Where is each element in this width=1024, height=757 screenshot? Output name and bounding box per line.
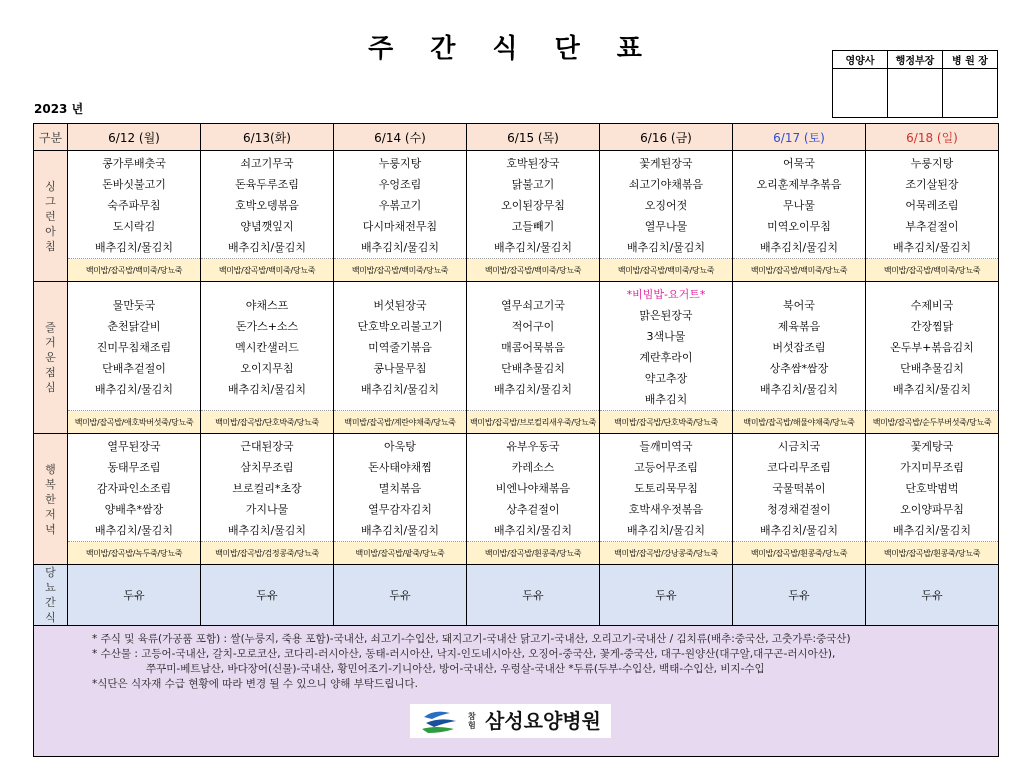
menu-item: 버섯된장국 <box>373 298 427 312</box>
day-header: 6/17 (토) <box>733 124 866 151</box>
menu-item: 제육볶음 <box>777 319 821 333</box>
menu-item: 계란후라이 <box>639 351 693 364</box>
menu-cell <box>733 282 866 411</box>
menu-item: 야채스프 <box>245 298 289 312</box>
side-dish: 백미밥/잡곡밥/단호박죽/당뇨죽 <box>201 411 334 434</box>
menu-item: 브로컬리*초장 <box>232 482 302 495</box>
side-dish: 백미밥/잡곡밥/백미죽/당뇨죽 <box>733 259 866 282</box>
menu-item: 배추김치/물김치 <box>94 524 174 537</box>
day-header: 6/18 (일) <box>866 124 999 151</box>
logo-subtext: 참험 <box>468 712 476 730</box>
day-header: 6/16 (금) <box>600 124 733 151</box>
menu-cell <box>467 151 600 259</box>
menu-item: 도시락김 <box>112 220 156 233</box>
note-line: 쭈꾸미-베트남산, 바다장어(신물)-국내산, 황민어조기-기니아산, 방어-국내산, 우렁살-국내산 *두류(두부-수입산, 백태-수입산, 비지-수입 <box>146 663 765 675</box>
menu-cell <box>334 151 467 259</box>
menu-item: 돈가스+소스 <box>235 319 299 333</box>
menu-item: 우엉조림 <box>378 178 422 191</box>
menu-item: 카레소스 <box>511 461 555 474</box>
menu-item: 배추김치/물김치 <box>227 382 307 396</box>
menu-cell <box>201 434 334 542</box>
menu-item: 부추겉절이 <box>905 220 959 233</box>
menu-item: 진미무침채조림 <box>96 340 172 354</box>
menu-item: 돈바싯불고기 <box>102 178 166 191</box>
menu-item: 국물떡볶이 <box>772 482 826 495</box>
menu-item: 돈육두루조림 <box>235 178 299 191</box>
menu-item: 수제비국 <box>910 298 954 312</box>
signature-cell <box>943 69 998 118</box>
menu-item: 오이된장무침 <box>501 199 565 212</box>
menu-item: 가지미무조림 <box>900 461 964 474</box>
menu-item: 근대된장국 <box>240 440 294 453</box>
snack-item: 두유 <box>733 565 866 626</box>
menu-cell <box>600 282 733 411</box>
menu-item: 누룽지탕 <box>910 157 954 170</box>
menu-item: 배추김치/물김치 <box>94 382 174 396</box>
snack-item: 두유 <box>467 565 600 626</box>
menu-item: 가지나물 <box>245 503 289 516</box>
menu-item: 배추김치/물김치 <box>493 241 573 254</box>
menu-item: 물만둣국 <box>112 298 156 312</box>
menu-cell <box>201 282 334 411</box>
menu-item: 단배추물김치 <box>501 361 565 375</box>
side-dish: 백미밥/잡곡밥/백미죽/당뇨죽 <box>600 259 733 282</box>
side-dish: 백미밥/잡곡밥/흰콩죽/당뇨죽 <box>733 542 866 565</box>
menu-item: 열무감자김치 <box>368 503 432 516</box>
menu-item: 배추김치/물김치 <box>892 382 972 396</box>
side-dish: 백미밥/잡곡밥/백미죽/당뇨죽 <box>866 259 999 282</box>
menu-item: 배추김치/물김치 <box>892 241 972 254</box>
side-dish: 백미밥/잡곡밥/계란야채죽/당뇨죽 <box>334 411 467 434</box>
side-dish: 백미밥/잡곡밥/흰콩죽/당뇨죽 <box>467 542 600 565</box>
menu-item: 콩가루배춧국 <box>102 157 166 170</box>
menu-cell <box>866 434 999 542</box>
menu-item: 맑은된장국 <box>639 309 693 322</box>
meal-row <box>34 151 999 259</box>
menu-item: 춘천닭갈비 <box>107 319 161 333</box>
menu-item: 쇠고기무국 <box>240 157 294 170</box>
snack-item: 두유 <box>201 565 334 626</box>
year-label: 2023 년 <box>34 102 84 116</box>
side-dish: 백미밥/잡곡밥/백미죽/당뇨죽 <box>201 259 334 282</box>
menu-item: 삼치무조림 <box>240 461 294 474</box>
menu-cell <box>866 282 999 411</box>
menu-item: 콩나물무침 <box>373 361 427 375</box>
approval-dietitian: 영양사 <box>833 51 888 69</box>
meal-label: 행복한저녁 <box>34 434 68 565</box>
menu-item: 오이양파무침 <box>900 503 964 516</box>
day-header: 6/12 (월) <box>68 124 201 151</box>
snack-item: 두유 <box>866 565 999 626</box>
menu-item: 오징어젓 <box>644 199 688 212</box>
menu-item: 배추김치/물김치 <box>759 524 839 537</box>
menu-item: 적어구이 <box>511 319 555 333</box>
side-dish: 백미밥/잡곡밥/검정콩죽/당뇨죽 <box>201 542 334 565</box>
menu-item: 다시마채전무침 <box>362 220 438 233</box>
menu-item: 열무나물 <box>644 220 688 233</box>
menu-item: 닭불고기 <box>511 178 555 191</box>
menu-cell <box>334 434 467 542</box>
menu-item: 단배추겉절이 <box>102 361 166 375</box>
side-dish: 백미밥/잡곡밥/해물야채죽/당뇨죽 <box>733 411 866 434</box>
weekly-menu-table <box>33 123 999 757</box>
menu-item: 호박된장국 <box>506 157 560 170</box>
side-dish: 백미밥/잡곡밥/흰콩죽/당뇨죽 <box>866 542 999 565</box>
menu-item: 아욱탕 <box>384 440 416 453</box>
menu-cell <box>733 434 866 542</box>
menu-item: 열무된장국 <box>107 440 161 453</box>
side-dish: 백미밥/잡곡밥/단호박죽/당뇨죽 <box>600 411 733 434</box>
menu-item: 상추겉절이 <box>506 503 560 516</box>
corner-label: 구분 <box>34 124 68 151</box>
menu-item: 3색나물 <box>646 330 686 343</box>
side-dish: 백미밥/잡곡밥/녹두죽/당뇨죽 <box>68 542 201 565</box>
approval-admin: 행정부장 <box>888 51 943 69</box>
menu-item: 어묵국 <box>783 157 815 170</box>
menu-item: 비엔나야채볶음 <box>495 482 571 495</box>
menu-cell <box>68 282 201 411</box>
menu-item: 배추김치/물김치 <box>759 382 839 396</box>
menu-item: 호박오뎅볶음 <box>235 199 299 212</box>
signature-cell <box>888 69 943 118</box>
menu-item: 배추김치/물김치 <box>227 241 307 254</box>
menu-item: 누룽지탕 <box>378 157 422 170</box>
snack-label: 당뇨간식 <box>34 565 68 626</box>
side-dish: 백미밥/잡곡밥/팥죽/당뇨죽 <box>334 542 467 565</box>
menu-cell <box>334 282 467 411</box>
meal-label: 싱그런아침 <box>34 151 68 282</box>
day-header-row <box>34 124 999 151</box>
menu-item: 우볶고기 <box>378 199 422 212</box>
menu-item: 배추김치/물김치 <box>493 524 573 537</box>
menu-item: 배추김치/물김치 <box>626 524 706 537</box>
menu-cell <box>733 151 866 259</box>
menu-item: 배추김치/물김치 <box>227 524 307 537</box>
side-row <box>34 411 999 434</box>
menu-item: 매콤어묵볶음 <box>501 340 565 354</box>
menu-item: 배추김치 <box>644 393 688 406</box>
approval-director: 병 원 장 <box>943 51 998 69</box>
menu-item: *비빔밥-요거트* <box>626 288 706 301</box>
menu-item: 호박새우젓볶음 <box>628 503 704 516</box>
menu-item: 감자파인소조림 <box>96 482 172 495</box>
menu-item: 꽃게된장국 <box>639 157 693 170</box>
menu-item: 양념깻잎지 <box>240 220 294 233</box>
menu-item: 상추쌈*쌈장 <box>769 361 829 375</box>
origin-notes <box>34 626 999 757</box>
menu-item: 무나물 <box>783 199 815 212</box>
note-line: * 주식 및 육류(가공품 포함) : 쌀(누룽지, 죽용 포함)-국내산, 쇠고기-수입산, 돼지고기-국내산 닭고기-국내산, 오리고기-국내산 / 김치류(배추:중국산, 고춧가루:중국산) <box>92 633 851 645</box>
side-row <box>34 259 999 282</box>
menu-item: 배추김치/물김치 <box>493 382 573 396</box>
menu-item: 도토리묵무침 <box>634 482 698 495</box>
menu-item: 어묵레조림 <box>905 199 959 212</box>
hospital-logo <box>410 704 611 738</box>
menu-item: 단배추물김치 <box>900 361 964 375</box>
menu-item: 오이지무침 <box>240 361 294 375</box>
menu-item: 미역오이무침 <box>767 220 831 233</box>
snack-row <box>34 565 999 626</box>
menu-item: 멸치볶음 <box>378 482 422 495</box>
menu-item: 간장찜닭 <box>910 319 954 333</box>
menu-item: 배추김치/물김치 <box>892 524 972 537</box>
menu-item: 멕시칸샐러드 <box>235 340 299 354</box>
side-row <box>34 542 999 565</box>
menu-cell <box>467 434 600 542</box>
menu-cell <box>600 151 733 259</box>
note-line: *식단은 식자재 수급 현황에 따라 변경 될 수 있으니 양해 부탁드립니다. <box>92 678 418 690</box>
menu-cell <box>201 151 334 259</box>
menu-item: 온두부+볶음김치 <box>890 340 974 354</box>
menu-cell <box>68 151 201 259</box>
snack-item: 두유 <box>334 565 467 626</box>
snack-item: 두유 <box>68 565 201 626</box>
side-dish: 백미밥/잡곡밥/브로컬리새우죽/당뇨죽 <box>467 411 600 434</box>
menu-item: 단호박범벅 <box>905 482 959 495</box>
menu-item: 쇠고기야채볶음 <box>628 178 704 191</box>
menu-item: 배추김치/물김치 <box>626 241 706 254</box>
menu-item: 배추김치/물김치 <box>759 241 839 254</box>
menu-item: 조기살된장 <box>905 178 959 191</box>
side-dish: 백미밥/잡곡밥/애호박버섯죽/당뇨죽 <box>68 411 201 434</box>
menu-cell <box>467 282 600 411</box>
logo-name: 삼성요양병원 <box>485 708 601 733</box>
menu-item: 배추김치/물김치 <box>360 382 440 396</box>
menu-item: 열무쇠고기국 <box>501 298 565 312</box>
menu-item: 배추김치/물김치 <box>360 524 440 537</box>
side-dish: 백미밥/잡곡밥/강낭콩죽/당뇨죽 <box>600 542 733 565</box>
menu-item: 돈사태야채찜 <box>368 461 432 474</box>
menu-cell <box>68 434 201 542</box>
menu-item: 배추김치/물김치 <box>360 241 440 254</box>
menu-item: 유부우동국 <box>506 440 560 453</box>
side-dish: 백미밥/잡곡밥/백미죽/당뇨죽 <box>467 259 600 282</box>
menu-item: 단호박오리불고기 <box>357 319 443 333</box>
meal-label: 즐거운점심 <box>34 282 68 434</box>
menu-item: 버섯잡조림 <box>772 340 826 354</box>
hospital-logo-icon <box>420 707 460 735</box>
menu-item: 배추김치/물김치 <box>94 241 174 254</box>
menu-item: 코다리무조림 <box>767 461 831 474</box>
snack-item: 두유 <box>600 565 733 626</box>
page-title: 주 간 식 단 표 <box>368 34 656 64</box>
signature-cell <box>833 69 888 118</box>
menu-item: 꽃게탕국 <box>910 440 954 453</box>
note-line: * 수산물 : 고등어-국내산, 갈치-모로코산, 코다리-러시아산, 동태-러시아산, 낙지-인도네시아산, 오징어-중국산, 꽃게-중국산, 대구-원양산(대구알,대구곤-러시아산), <box>92 648 836 660</box>
menu-item: 동태무조림 <box>107 461 161 474</box>
day-header: 6/15 (목) <box>467 124 600 151</box>
side-dish: 백미밥/잡곡밥/순두부버섯죽/당뇨죽 <box>866 411 999 434</box>
side-dish: 백미밥/잡곡밥/백미죽/당뇨죽 <box>68 259 201 282</box>
meal-row <box>34 282 999 411</box>
menu-item: 청경채겉절이 <box>767 503 831 516</box>
menu-item: 고등어무조림 <box>634 461 698 474</box>
side-dish: 백미밥/잡곡밥/백미죽/당뇨죽 <box>334 259 467 282</box>
menu-item: 미역줄기볶음 <box>368 340 432 354</box>
menu-item: 숙주파무침 <box>107 199 161 212</box>
menu-item: 양배추*쌈장 <box>104 503 164 516</box>
menu-cell <box>600 434 733 542</box>
menu-item: 시금치국 <box>777 440 821 453</box>
menu-item: 약고추장 <box>644 372 688 385</box>
approval-box <box>832 50 998 118</box>
menu-item: 오리훈제부추볶음 <box>756 178 842 191</box>
menu-item: 들깨미역국 <box>639 440 693 453</box>
day-header: 6/14 (수) <box>334 124 467 151</box>
meal-row <box>34 434 999 542</box>
day-header: 6/13(화) <box>201 124 334 151</box>
menu-item: 북어국 <box>783 298 815 312</box>
menu-cell <box>866 151 999 259</box>
menu-item: 고들빼기 <box>511 220 555 233</box>
